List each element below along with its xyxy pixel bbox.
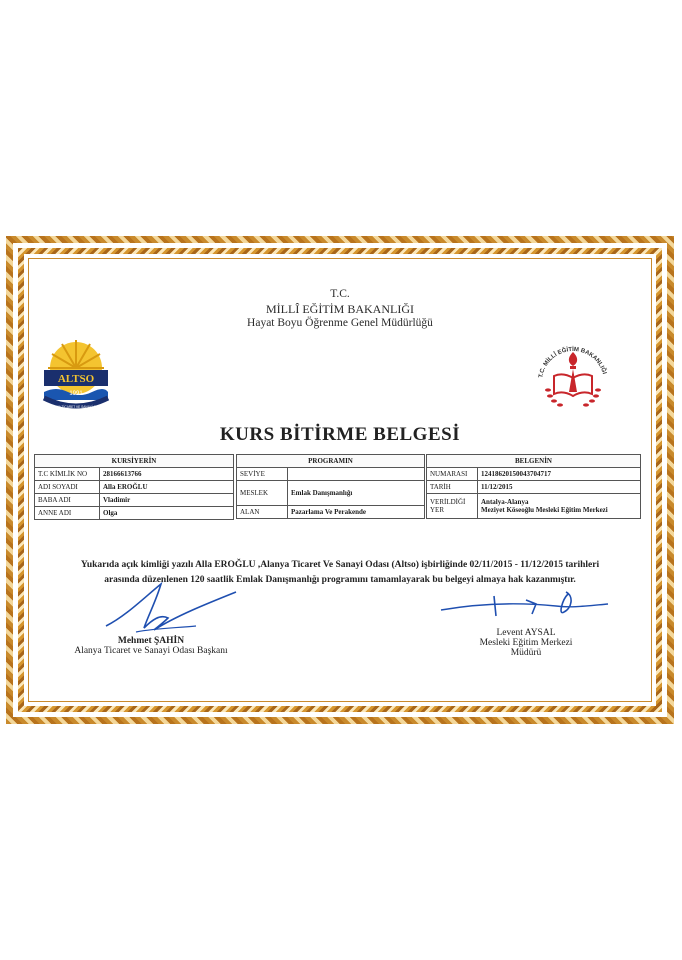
table-row: ADI SOYADI Alla EROĞLU [35, 481, 234, 494]
issued-place-city: Antalya-Alanya [481, 498, 529, 506]
table-row: ALAN Pazarlama Ve Perakende [237, 506, 425, 519]
table-row: TARİH 11/12/2015 [427, 481, 641, 494]
signatory-right-title-2: Müdürü [510, 648, 542, 658]
table-header-programin: PROGRAMIN [237, 455, 425, 468]
certificate [6, 236, 674, 724]
statement-line-1: Yukarıda açık kimliği yazılı Alla EROĞLU ,Alanya Ticaret Ve Sanayi Odası (Altso) işbirliğinde 02/11/2015 - 11/12/2015 tarihleri [80, 560, 600, 570]
table-belgenin [426, 454, 641, 519]
meb-logo-icon [528, 334, 618, 420]
table-row: NUMARASI 12418620150043704717 [427, 468, 641, 481]
altso-logo-ring-text: ALANYA TİCARET VE SANAYİ ODASI [48, 405, 104, 409]
header-country: T.C. [330, 288, 350, 300]
altso-logo-text: ALTSO [57, 373, 95, 385]
issued-place-institution: Meziyet Köseoğlu Mesleki Eğitim Merkezi [481, 506, 608, 514]
altso-logo-icon [36, 334, 116, 414]
table-kursiyerin [34, 454, 234, 520]
header-ministry: MİLLÎ EĞİTİM BAKANLIĞI [266, 302, 414, 316]
altso-logo-year: 1991 [69, 391, 83, 397]
header-directorate: Hayat Boyu Öğrenme Genel Müdürlüğü [247, 317, 433, 329]
signatory-left-title: Alanya Ticaret ve Sanayi Odası Başkanı [74, 646, 228, 656]
table-header-belgenin: BELGENİN [427, 455, 641, 468]
table-row: VERİLDİĞİ YER Antalya-Alanya Meziyet Köseoğlu Mesleki Eğitim Merkezi [427, 494, 641, 519]
signatory-right-title-1: Mesleki Eğitim Merkezi [479, 638, 573, 648]
certificate-title: KURS BİTİRME BELGESİ [219, 424, 461, 445]
signature-right-icon [436, 586, 616, 626]
table-row: SEVİYE [237, 468, 425, 481]
signatory-right-name: Levent AYSAL [496, 628, 556, 638]
table-programin [236, 454, 425, 519]
table-row: MESLEK Emlak Danışmanlığı [237, 481, 425, 506]
table-row: ANNE ADI Olga [35, 507, 234, 520]
meb-logo-ring-text: T.C. MİLLÎ EĞİTİM BAKANLIĞI [538, 346, 607, 379]
table-header-kursiyerin: KURSİYERİN [35, 455, 234, 468]
table-row: BABA ADI Vladimir [35, 494, 234, 507]
table-row: T.C KİMLİK NO 28166613766 [35, 468, 234, 481]
signature-left-icon [96, 576, 246, 636]
signatory-left-name: Mehmet ŞAHİN [117, 636, 185, 646]
statement-line-2: arasında düzenlenen 120 saatlik Emlak Danışmanlığı programını tamamlayarak bu belgeyi almaya hak kazanmıştır. [104, 575, 576, 585]
